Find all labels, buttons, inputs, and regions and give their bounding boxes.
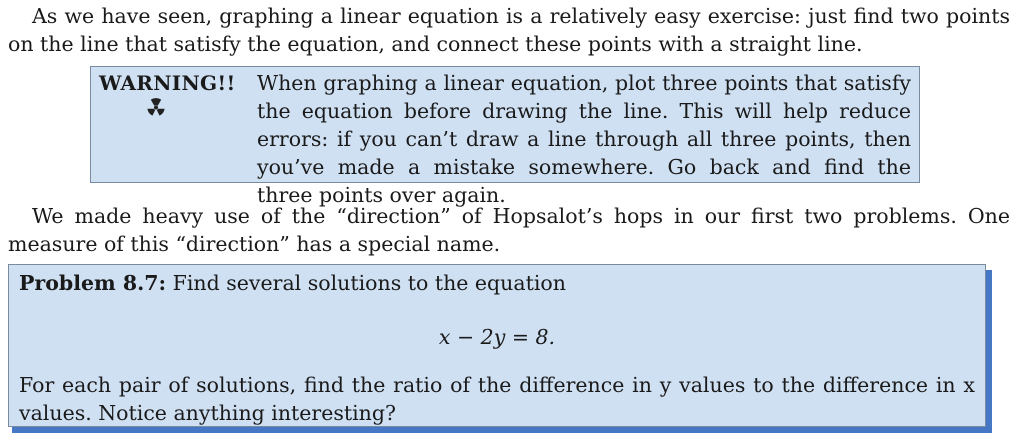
problem-prompt: Find several solutions to the equation: [172, 271, 566, 295]
problem-header: [19, 269, 566, 297]
problem-equation-text: x − 2y = 8.: [438, 325, 556, 349]
warning-text: When graphing a linear equation, plot three points that satisfy the equation before drawing the line. This will help reduce errors: if you can’t draw a line through all three points, then you’ve made a mistake somewhere. Go back and find the three points over again.: [257, 71, 911, 207]
problem-label: Problem 8.7:: [19, 271, 167, 295]
middle-paragraph: We made heavy use of the “direction” of Hopsalot’s hops in our first two problems. One measure of this “direction” has a special name.: [8, 204, 1010, 256]
problem-equation: [9, 323, 985, 351]
intro-paragraph: As we have seen, graphing a linear equation is a relatively easy exercise: just find two points on the line that satisfy the equation, and connect these points with a straight line.: [8, 4, 1010, 56]
problem-text: For each pair of solutions, find the ratio of the difference in y values to the difference in x values. Notice anything interesting?: [19, 373, 975, 425]
warning-header: [99, 69, 249, 117]
warning-title: WARNING!!: [99, 71, 236, 95]
radiation-icon: [145, 97, 167, 117]
warning-box: [90, 66, 920, 207]
problem-box: [8, 264, 986, 427]
